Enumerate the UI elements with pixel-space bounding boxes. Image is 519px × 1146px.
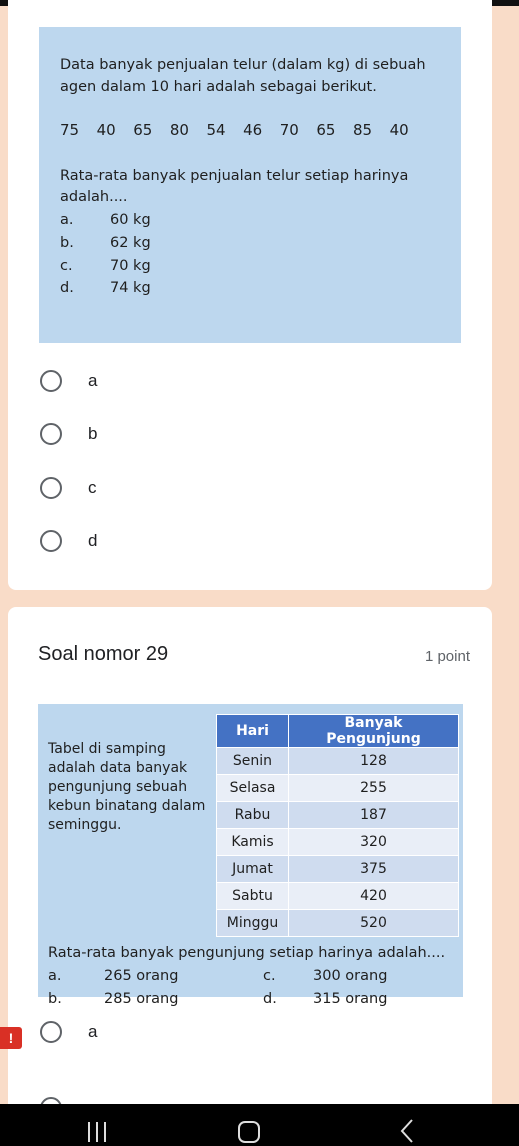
question-2-image	[38, 704, 463, 1007]
table-row: Senin 128	[217, 748, 459, 775]
choice-label: c	[88, 478, 97, 497]
radio-button[interactable]	[40, 423, 62, 445]
question-1-ask-line-2: adalah....	[60, 189, 128, 205]
question-1-option-b: b. 62 kg	[60, 235, 151, 251]
question-2-option-c: c. 300 orang	[263, 968, 388, 984]
question-1-prompt-line-1: Data banyak penjualan telur (dalam kg) di sebuah	[60, 57, 426, 73]
radio-button[interactable]	[40, 1021, 62, 1043]
question-1-data-numbers: 75 40 65 80 54 46 70 65 85 40	[60, 121, 409, 139]
choice-label: d	[88, 531, 98, 550]
choice-a[interactable]	[40, 367, 97, 395]
choice-d[interactable]	[40, 527, 97, 555]
question-1-option-a: a. 60 kg	[60, 212, 151, 228]
navigation-bar	[0, 1104, 519, 1146]
question-1-option-d: d. 74 kg	[60, 280, 151, 296]
choice-c[interactable]	[40, 474, 97, 502]
home-icon[interactable]	[238, 1121, 260, 1143]
question-2-option-a: a. 265 orang	[48, 968, 179, 984]
table-row: Minggu 520	[217, 910, 459, 937]
choice-a[interactable]	[40, 1018, 97, 1046]
table-row: Selasa 255	[217, 775, 459, 802]
question-2-option-d: d. 315 orang	[263, 991, 388, 1007]
choice-label: a	[88, 371, 98, 390]
required-warning-icon: !	[0, 1027, 22, 1049]
choice-b[interactable]	[40, 420, 97, 448]
table-header-visitors: Banyak Pengunjung	[289, 715, 459, 748]
radio-button[interactable]	[40, 370, 62, 392]
question-card-1	[8, 0, 492, 590]
question-1-ask-line-1: Rata-rata banyak penjualan telur setiap harinya	[60, 168, 409, 184]
recent-apps-icon[interactable]	[86, 1122, 108, 1142]
question-1-image	[39, 27, 461, 343]
radio-button[interactable]	[40, 530, 62, 552]
question-2-description: Tabel di samping adalah data banyak pengunjung sebuah kebun binatang dalam seminggu.	[48, 741, 206, 833]
question-2-ask: Rata-rata banyak pengunjung setiap harinya adalah....	[48, 945, 446, 961]
question-1-prompt-line-2: agen dalam 10 hari adalah sebagai berikut.	[60, 79, 377, 95]
table-row: Kamis 320	[217, 829, 459, 856]
table-header-day: Hari	[217, 715, 289, 748]
choice-label: b	[88, 424, 98, 443]
choice-label: a	[88, 1022, 98, 1041]
table-row: Rabu 187	[217, 802, 459, 829]
question-points: 1 point	[424, 648, 470, 665]
radio-button[interactable]	[40, 477, 62, 499]
question-card-29	[8, 607, 492, 1127]
table-row: Sabtu 420	[217, 883, 459, 910]
back-icon[interactable]	[396, 1116, 420, 1146]
visitor-table	[216, 714, 459, 937]
question-2-option-b: b. 285 orang	[48, 991, 179, 1007]
question-1-option-c: c. 70 kg	[60, 258, 151, 274]
table-row: Jumat 375	[217, 856, 459, 883]
question-title: Soal nomor 29	[38, 643, 169, 665]
